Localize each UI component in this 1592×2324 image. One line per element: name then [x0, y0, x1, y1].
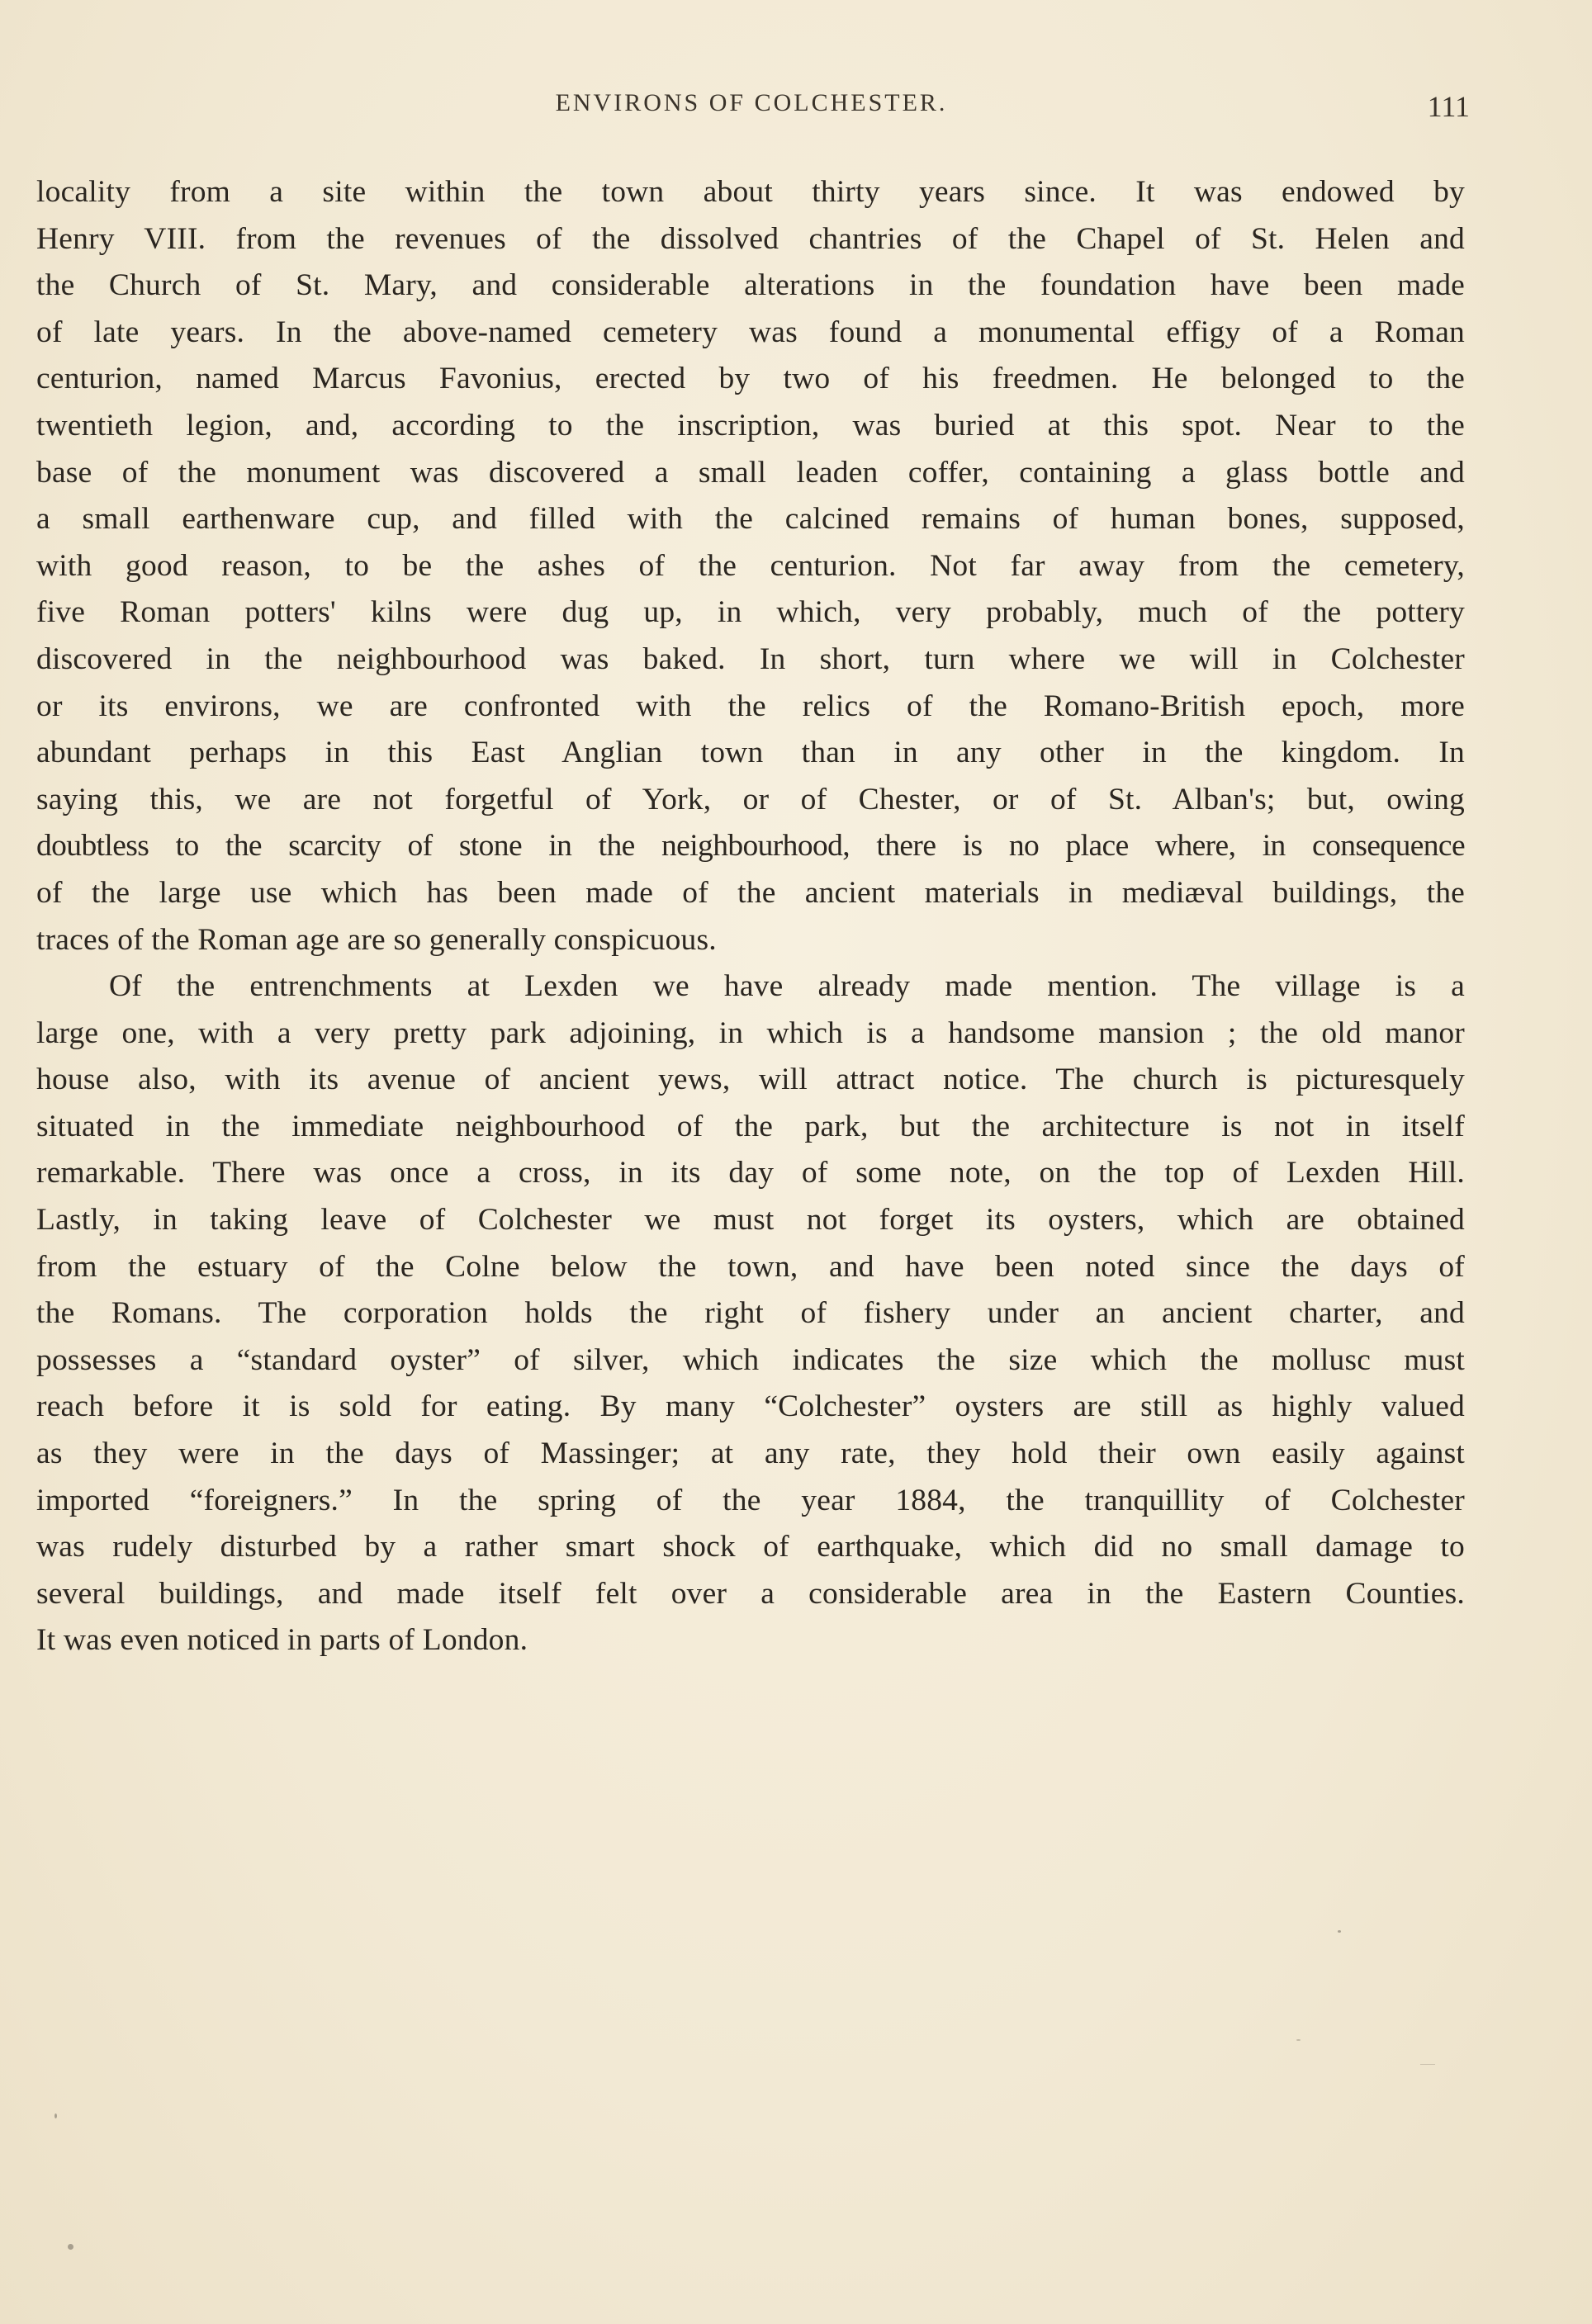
text-line: with good reason, to be the ashes of the centurion. Not far away from the cemetery, — [36, 548, 1465, 583]
paragraph-end-line: It was even noticed in parts of London. — [36, 1623, 528, 1658]
text-line: a small earthenware cup, and filled with the calcined remains of human bones, supposed, — [36, 502, 1465, 537]
running-head — [0, 89, 1592, 130]
text-line: of the large use which has been made of the ancient materials in mediæval buildings, the — [36, 875, 1465, 910]
text-line: saying this, we are not forgetful of York, or of Chester, or of St. Alban's; but, owing — [36, 782, 1465, 816]
text-line: the Church of St. Mary, and considerable alterations in the foundation have been made — [36, 268, 1465, 303]
text-line: five Roman potters' kilns were dug up, in which, very probably, much of the pottery — [36, 595, 1465, 630]
page-number: 111 — [1427, 90, 1470, 123]
text-line: situated in the immediate neighbourhood of the park, but the architecture is not in itself — [36, 1109, 1465, 1143]
text-line: or its environs, we are confronted with the relics of the Romano-British epoch, more — [36, 689, 1465, 723]
text-line: imported “foreigners.” In the spring of the year 1884, the tranquillity of Colchester — [36, 1483, 1465, 1517]
text-line: locality from a site within the town about thirty years since. It was endowed by — [36, 175, 1465, 209]
text-line: house also, with its avenue of ancient yews, will attract notice. The church is picturesquely — [36, 1063, 1465, 1097]
text-line: Henry VIII. from the revenues of the dissolved chantries of the Chapel of St. Helen and — [36, 221, 1465, 256]
text-line: remarkable. There was once a cross, in its day of some note, on the top of Lexden Hill. — [36, 1156, 1465, 1190]
running-title: ENVIRONS OF COLCHESTER. — [555, 89, 948, 116]
text-line: possesses a “standard oyster” of silver, which indicates the size which the mollusc must — [36, 1342, 1465, 1377]
text-line: base of the monument was discovered a small leaden coffer, containing a glass bottle and — [36, 455, 1465, 490]
text-line: twentieth legion, and, according to the inscription, was buried at this spot. Near to the — [36, 408, 1465, 443]
paper-speck — [1296, 2039, 1301, 2041]
paper-speck — [68, 2244, 73, 2250]
paper-speck — [54, 2113, 57, 2118]
body-text — [36, 169, 1465, 1664]
text-line: doubtless to the scarcity of stone in the neighbourhood, there is no place where, in consequence — [36, 829, 1465, 864]
text-line: was rudely disturbed by a rather smart shock of earthquake, which did no small damage to — [36, 1530, 1465, 1564]
text-line: several buildings, and made itself felt over a considerable area in the Eastern Counties. — [36, 1576, 1465, 1611]
text-line: abundant perhaps in this East Anglian town than in any other in the kingdom. In — [36, 736, 1465, 770]
text-line: of late years. In the above-named cemetery was found a monumental effigy of a Roman — [36, 315, 1465, 349]
text-line: centurion, named Marcus Favonius, erected by two of his freedmen. He belonged to the — [36, 362, 1465, 396]
text-line: discovered in the neighbourhood was baked. In short, turn where we will in Colchester — [36, 641, 1465, 676]
text-line: reach before it is sold for eating. By many “Colchester” oysters are still as highly valued — [36, 1389, 1465, 1424]
paper-speck — [1338, 1930, 1341, 1933]
paragraph-end-line: traces of the Roman age are so generally conspicuous. — [36, 922, 717, 957]
text-line: large one, with a very pretty park adjoining, in which is a handsome mansion ; the old manor — [36, 1015, 1465, 1050]
paragraph-start-line: Of the entrenchments at Lexden we have already made mention. The village is a — [109, 969, 1465, 1004]
paper-speck — [1420, 2064, 1435, 2065]
text-line: from the estuary of the Colne below the town, and have been noted since the days of — [36, 1249, 1465, 1284]
text-line: as they were in the days of Massinger; at any rate, they hold their own easily against — [36, 1437, 1465, 1471]
text-line: the Romans. The corporation holds the right of fishery under an ancient charter, and — [36, 1296, 1465, 1331]
text-line: Lastly, in taking leave of Colchester we must not forget its oysters, which are obtained — [36, 1203, 1465, 1238]
